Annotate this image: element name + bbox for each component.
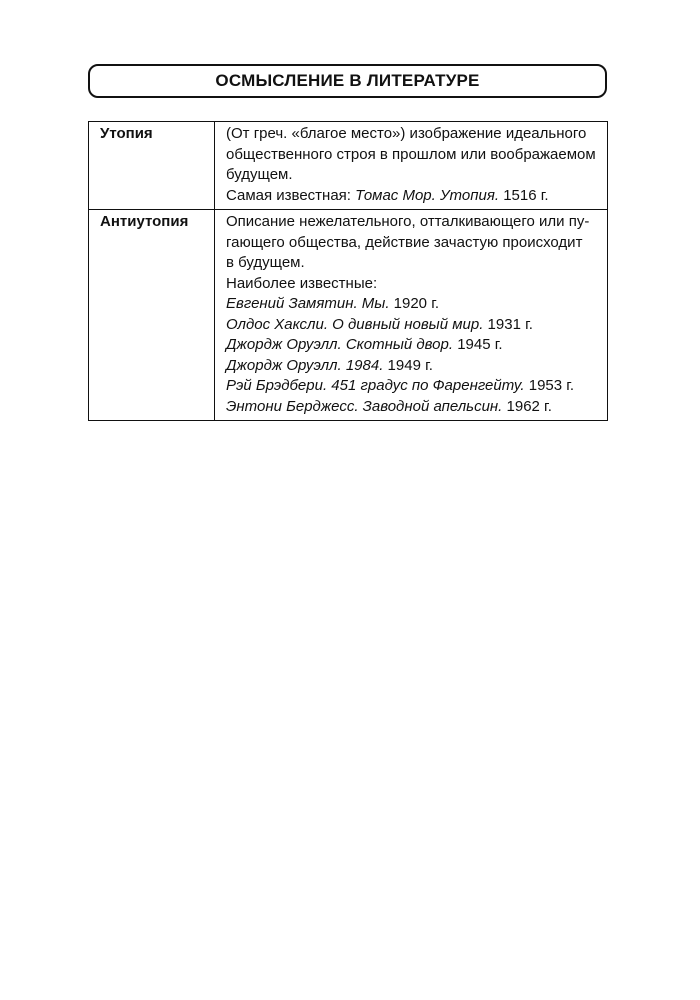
work-title: Евгений Замятин. Мы.: [226, 295, 390, 312]
definition-cell: [215, 210, 608, 421]
work-year: 1945 г.: [457, 336, 503, 353]
definition-line: в будущем.: [226, 254, 305, 271]
work-line: [226, 335, 597, 356]
work-title: Рэй Брэдбери. 451 градус по Фаренгейту.: [226, 377, 525, 394]
work-line: [226, 315, 597, 336]
work-line: [226, 294, 597, 315]
work-year: 1953 г.: [528, 377, 575, 394]
work-year: 1949 г.: [387, 356, 433, 374]
work-year: 1931 г.: [487, 315, 533, 333]
table-row-dystopia: [89, 210, 608, 421]
work-year: 1516 г.: [503, 186, 549, 204]
work-title: Энтони Берджесс. Заводной апельсин.: [226, 397, 503, 415]
work-line: [226, 397, 597, 418]
terms-table: [88, 121, 608, 421]
work-title: Джордж Оруэлл. 1984.: [226, 356, 384, 374]
work-line: [226, 376, 597, 397]
definition-cell: [215, 122, 608, 210]
famous-works-line: [226, 186, 597, 207]
section-title: ОСМЫСЛЕНИЕ В ЛИТЕРАТУРЕ: [215, 71, 480, 90]
definition-line: будущем.: [226, 166, 293, 183]
term-cell: Антиутопия: [89, 210, 215, 421]
work-title: Джордж Оруэлл. Скотный двор.: [226, 336, 454, 353]
work-year: 1962 г.: [506, 397, 552, 415]
definition-line: Описание нежелательного, отталкивающего или пу-: [226, 213, 590, 230]
table-row-utopia: [89, 122, 608, 210]
work-line: [226, 356, 597, 377]
work-year: 1920 г.: [393, 295, 440, 312]
section-title-box: [88, 64, 607, 98]
work-title: Олдос Хаксли. О дивный новый мир.: [226, 315, 484, 333]
famous-label: Наиболее известные:: [226, 274, 378, 292]
definition-line: гающего общества, действие зачастую происходит: [226, 233, 583, 251]
work-title: Томас Мор. Утопия.: [355, 186, 500, 204]
famous-label: Самая известная:: [226, 186, 351, 204]
definition-line: общественного строя в прошлом или воображаемом: [226, 145, 596, 163]
definition-line: (От греч. «благое место») изображение идеального: [226, 125, 587, 142]
term-cell: Утопия: [89, 122, 215, 210]
